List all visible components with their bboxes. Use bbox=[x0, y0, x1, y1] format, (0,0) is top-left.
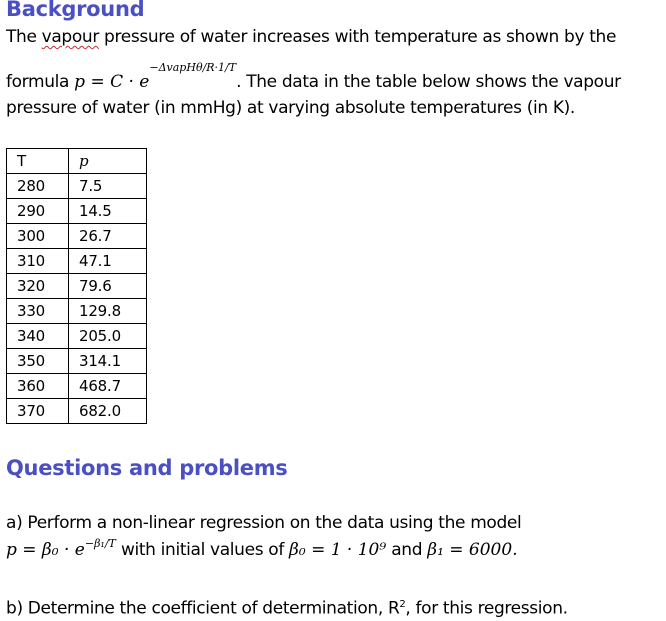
pressure-cell: 129.8 bbox=[69, 299, 147, 324]
header-temperature: T bbox=[7, 149, 69, 174]
table-row bbox=[7, 324, 147, 349]
pressure-cell: 47.1 bbox=[69, 249, 147, 274]
table-row bbox=[7, 274, 147, 299]
background-formula-line: formula p = C · e−ΔvapHθ/R·1/T. The data in the table below shows the vapour bbox=[6, 70, 662, 96]
regression-model: p = β₀ · e bbox=[6, 540, 85, 560]
table-row bbox=[7, 399, 147, 424]
table-row bbox=[7, 349, 147, 374]
pressure-cell: 314.1 bbox=[69, 349, 147, 374]
temperature-cell: 370 bbox=[7, 399, 69, 424]
temperature-cell: 320 bbox=[7, 274, 69, 299]
pressure-cell: 7.5 bbox=[69, 174, 147, 199]
table-row bbox=[7, 199, 147, 224]
spellcheck-flagged-word[interactable]: vapour bbox=[41, 27, 99, 47]
regression-model-exponent: −β₁/T bbox=[84, 537, 116, 550]
pressure-cell: 79.6 bbox=[69, 274, 147, 299]
temperature-cell: 280 bbox=[7, 174, 69, 199]
temperature-cell: 290 bbox=[7, 199, 69, 224]
vapour-pressure-table bbox=[6, 148, 147, 424]
table-header-row bbox=[7, 149, 147, 174]
pressure-cell: 14.5 bbox=[69, 199, 147, 224]
questions-heading: Questions and problems bbox=[6, 456, 288, 480]
table-row bbox=[7, 249, 147, 274]
question-b: b) Determine the coefficient of determination, $R^2$, for this regression. bbox=[6, 598, 568, 619]
temperature-cell: 340 bbox=[7, 324, 69, 349]
temperature-cell: 300 bbox=[7, 224, 69, 249]
question-a-line2: p = β₀ · e−β₁/T with initial values of β₀ = 1 · 10⁹ and β₁ = 6000. bbox=[6, 538, 662, 564]
pressure-cell: 205.0 bbox=[69, 324, 147, 349]
temperature-cell: 350 bbox=[7, 349, 69, 374]
table-row bbox=[7, 224, 147, 249]
background-line1: The vapour pressure of water increases with temperature as shown by the bbox=[6, 27, 617, 47]
question-a-line1: a) Perform a non-linear regression on the data using the model bbox=[6, 513, 522, 533]
initial-beta0: β₀ = 1 · 10⁹ bbox=[289, 540, 387, 560]
formula-exponent: −ΔvapHθ/R·1/T bbox=[149, 61, 237, 74]
pressure-cell: 26.7 bbox=[69, 224, 147, 249]
table-row bbox=[7, 299, 147, 324]
table-row bbox=[7, 374, 147, 399]
pressure-cell: 468.7 bbox=[69, 374, 147, 399]
formula: p = C · e bbox=[74, 72, 150, 92]
initial-beta1: β₁ = 6000. bbox=[427, 540, 518, 560]
table-row bbox=[7, 174, 147, 199]
temperature-cell: 310 bbox=[7, 249, 69, 274]
temperature-cell: 360 bbox=[7, 374, 69, 399]
pressure-cell: 682.0 bbox=[69, 399, 147, 424]
temperature-cell: 330 bbox=[7, 299, 69, 324]
background-line3: pressure of water (in mmHg) at varying absolute temperatures (in K). bbox=[6, 98, 575, 118]
background-heading: Background bbox=[6, 0, 145, 21]
header-pressure: p bbox=[69, 149, 147, 174]
